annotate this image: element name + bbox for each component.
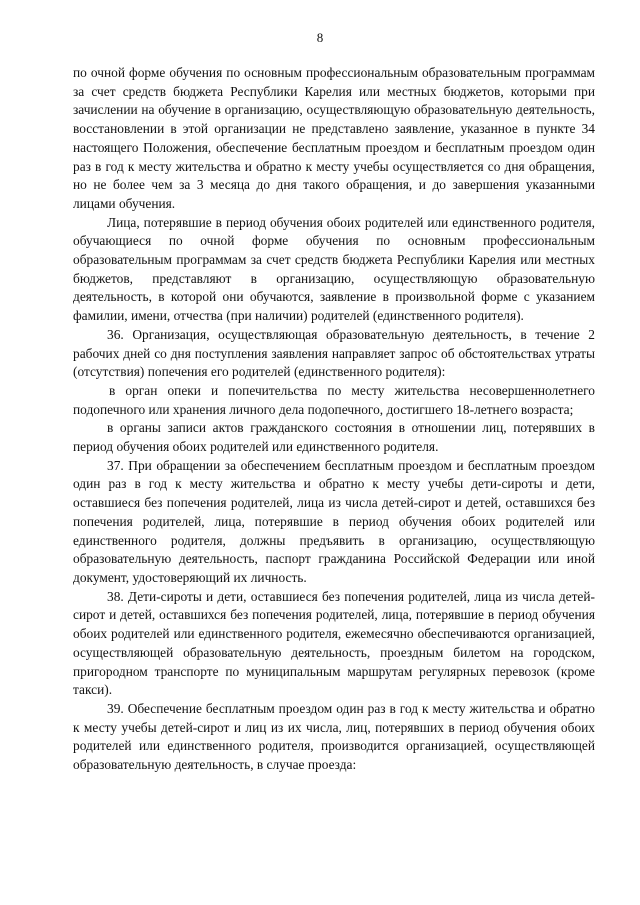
paragraph-continuation: по очной форме обучения по основным профессиональным образовательным программам за счет средств бюджета Республики Карелия или местных бюджетов, которыми при зачислении на обучение в организацию, осуществляющую образовательную деятельность, восстановлении в этой организации не представлено заявление, указанное в пункте 34 настоящего Положения, обеспечение бесплатным проездом и бесплатным проездом один раз в год к месту жительства и обратно к месту учебы осуществляется со дня обращения, но не более чем за 3 месяца до дня такого обращения, и до завершения указанными лицами обучения. <box>73 65 595 211</box>
paragraph-item-37: 37. При обращении за обеспечением бесплатным проездом и бесплатным проездом один раз в год к месту жительства и обратно к месту учебы дети-сироты и дети, оставшиеся без попечения родителей, лица из числа детей-сирот и детей, оставшихся без попечения родителей, лица, потерявшие в период обучения обоих родителей или единственного родителя, должны предъявить в организацию, осуществляющую образовательную деятельность, паспорт гражданина Российской Федерации или иной документ, удостоверяющий их личность. <box>73 457 595 585</box>
document-body <box>73 64 595 775</box>
paragraph-item-36-registry: в органы записи актов гражданского состояния в отношении лиц, потерявших в период обучения обоих родителей или единственного родителя. <box>73 420 595 455</box>
paragraph-item-39: 39. Обеспечение бесплатным проездом один раз в год к месту жительства и обратно к месту учебы детей-сирот и лиц из их числа, лиц, потерявших в период обучения обоих родителей или единственного родителя, производится организацией, осуществляющей образовательную деятельность, в случае проезда: <box>73 700 595 773</box>
page-number: 8 <box>316 30 324 45</box>
paragraph-parents-loss: Лица, потерявшие в период обучения обоих родителей или единственного родителя, обучающиеся по очной форме обучения по основным профессиональным образовательным программам за счет средств бюджета Республики Карелия или местных бюджетов, представляют в организацию, осуществляющую образовательную деятельность, в которой они обучаются, заявление в произвольной форме с указанием фамилии, имени, отчества (при наличии) родителей (единственного родителя). <box>73 214 595 324</box>
paragraph-item-38: 38. Дети-сироты и дети, оставшиеся без попечения родителей, лица из числа детей-сирот и детей, оставшихся без попечения родителей, лица, потерявшие в период обучения обоих родителей или единственного родителя, ежемесячно обеспечиваются организацией, осуществляющей образовательную деятельность, проездным билетом на городском, пригородном транспорте по муниципальным маршрутам регулярных перевозок (кроме такси). <box>73 588 595 698</box>
paragraph-item-36: 36. Организация, осуществляющая образовательную деятельность, в течение 2 рабочих дней со дня поступления заявления направляет запрос об обстоятельствах утраты (отсутствия) попечения его родителей (единственного родителя): <box>73 326 595 380</box>
paragraph-item-36-guardianship: в орган опеки и попечительства по месту жительства несовершеннолетнего подопечного или хранения личного дела подопечного, достигшего 18-летнего возраста; <box>73 382 595 417</box>
